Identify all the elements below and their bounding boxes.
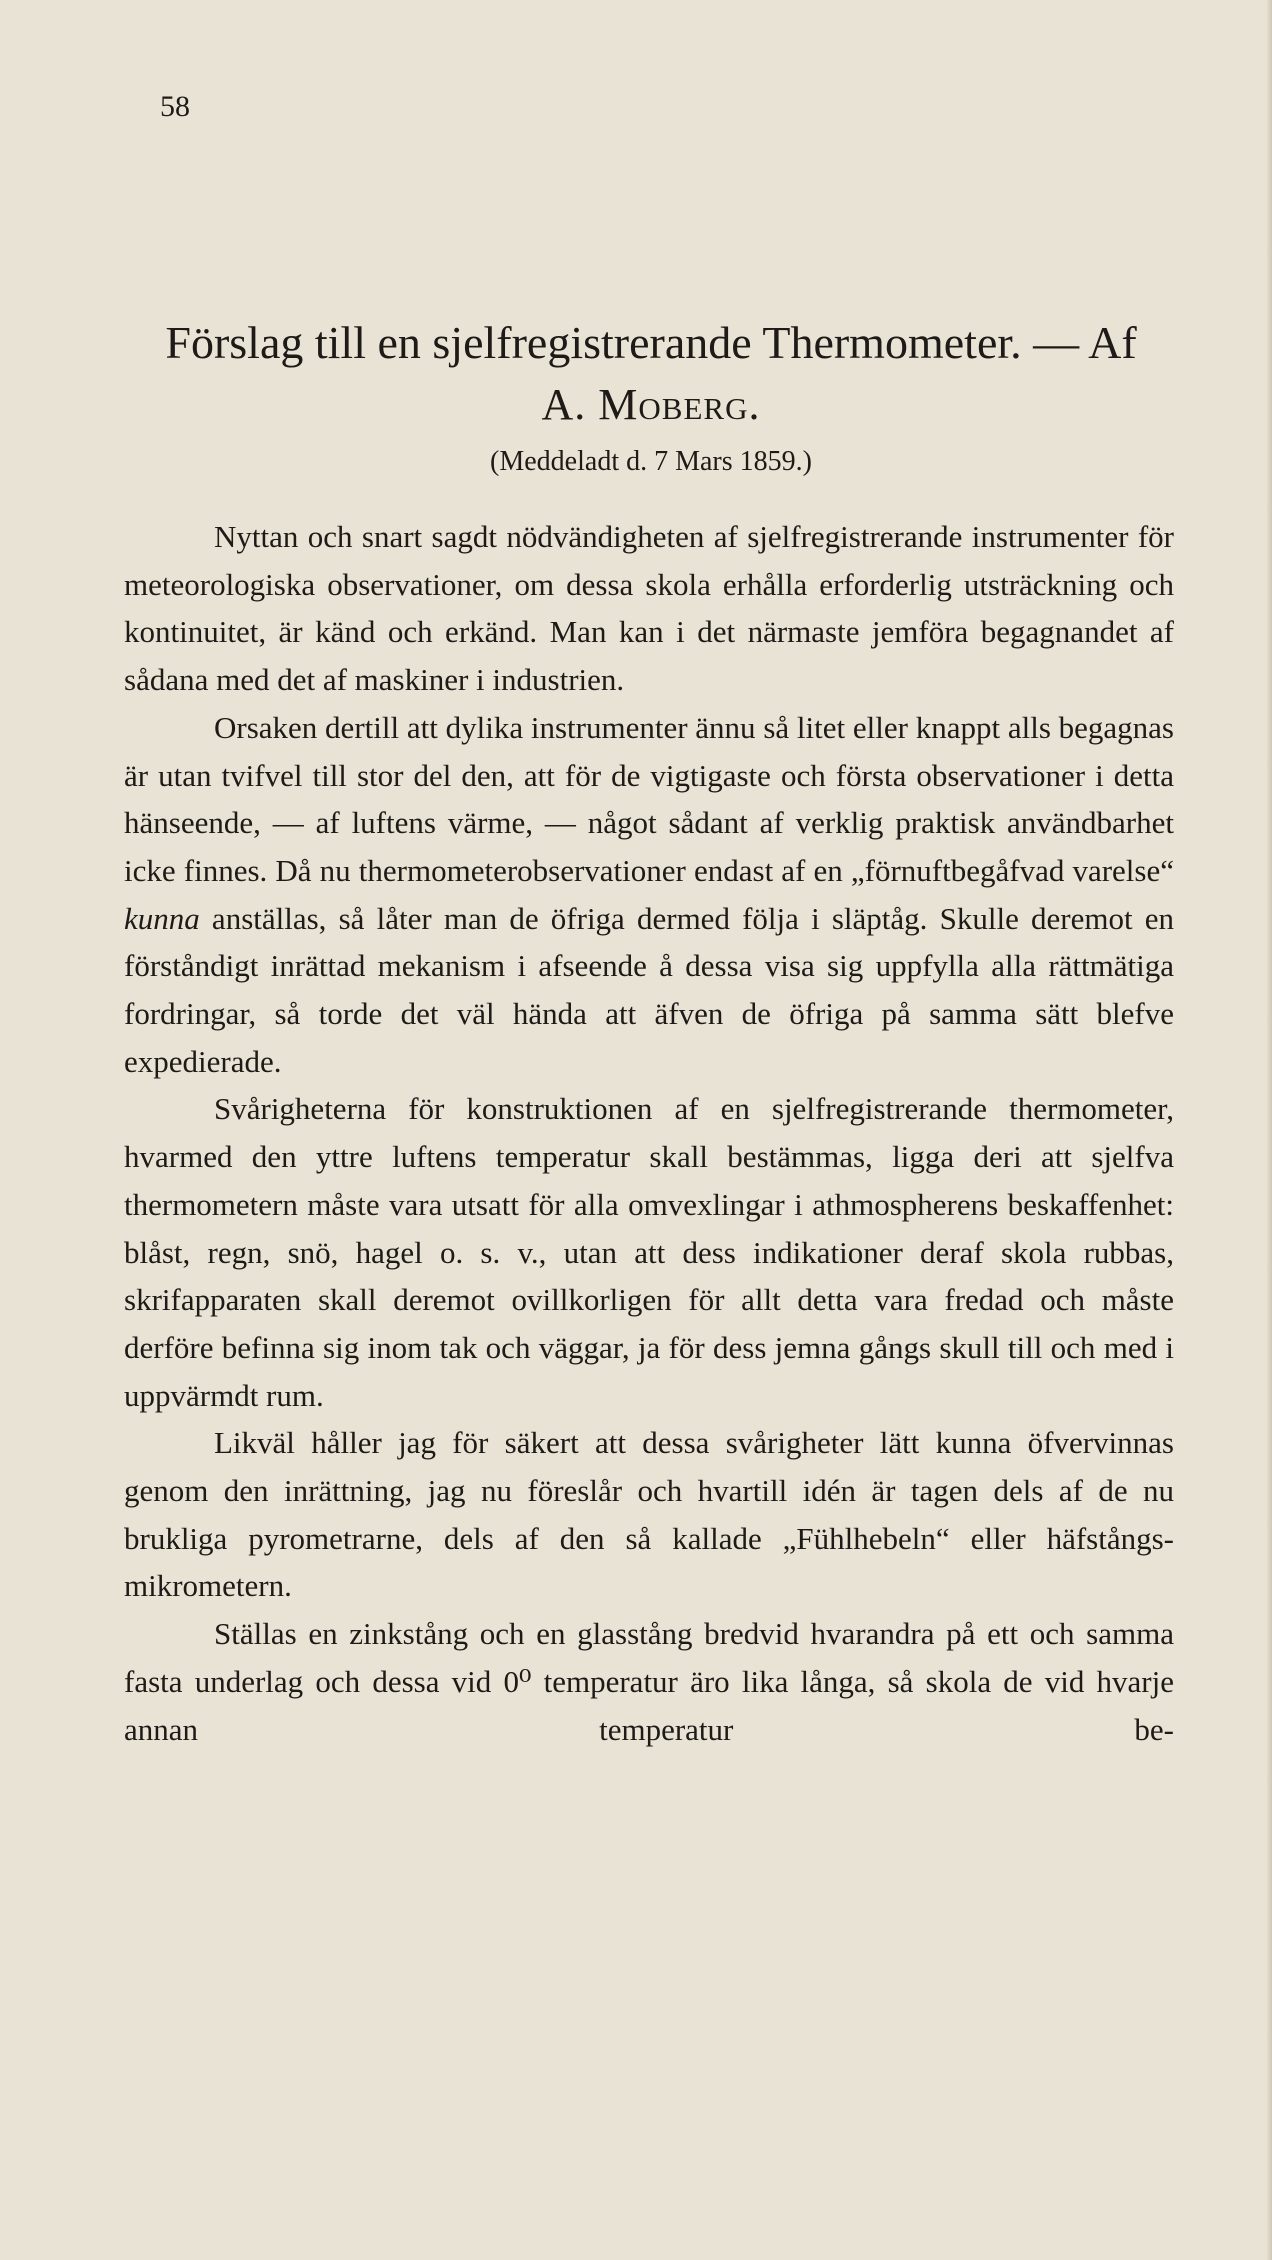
paragraph-1: Nyttan och snart sagdt nödvändigheten af sjelfregistrerande instrumenter för meteorologiska observationer, om dessa skola erhålla erforderlig utsträckning och kontinuitet, är känd och erkänd. Man kan i det närmaste jemföra begagnandet af sådana med det af maskiner i industrien. [124, 519, 1174, 698]
paragraph-2-part-2: anställas, så låter man de öfriga dermed följa i släptåg. Skulle deremot en förståndigt inrättad mekanism i afseende å dessa visa sig uppfylla alla rättmätiga fordringar, så torde det väl hända att äfven de öfriga på samma sätt blefve expedierade. [124, 900, 1174, 1079]
paragraph-5: Ställas en zinkstång och en glasstång bredvid hvarandra på ett och samma fasta underlag och dessa vid 0⁰ temperatur äro lika långa, så skola de vid hvarje annan temperatur be- [124, 1616, 1174, 1747]
paragraph-4: Likväl håller jag för säkert att dessa svårigheter lätt kunna öfvervinnas genom den inrättning, jag nu föreslår och hvartill idén är tagen dels af de nu brukliga pyrometrarne, dels af den så kallade „Fühlhebeln“ eller häfstångs-mikrometern. [124, 1425, 1174, 1604]
paragraph-3: Svårigheterna för konstruktionen af en sjelfregistrerande thermometer, hvarmed den yttre luftens temperatur skall bestämmas, ligga deri att sjelfva thermometern måste vara utsatt för alla omvexlingar i athmospherens beskaffenhet: blåst, regn, snö, hagel o. s. v., utan att dess indikationer deraf skola rubbas, skrifapparaten skall deremot ovillkorligen för allt detta vara fredad och måste derföre befinna sig inom tak och väggar, ja för dess jemna gångs skull till och med i uppvärmdt rum. [124, 1091, 1174, 1413]
article-body [124, 513, 1174, 1753]
article-author: A. Moberg. [541, 380, 761, 429]
page-number: 58 [160, 90, 190, 123]
article-title: Förslag till en sjelfregistrerande Thermometer. — Af [165, 317, 1137, 368]
article-dateline: (Meddeladt d. 7 Mars 1859.) [490, 446, 812, 477]
page-edge [1266, 0, 1272, 2260]
paragraph-2-part-1: Orsaken dertill att dylika instrumenter ännu så litet eller knappt alls begagnas är utan tvifvel till stor del den, att för de vigtigaste och första observationer i detta hänseende, — af luftens värme, — något sådant af verklig praktisk användbarhet icke finnes. Då nu thermometerobservationer endast af en „förnuftbegåfvad varelse“ [124, 709, 1174, 888]
paragraph-2-emphasis: kunna [124, 900, 200, 936]
paragraph-2 [124, 704, 1174, 1086]
